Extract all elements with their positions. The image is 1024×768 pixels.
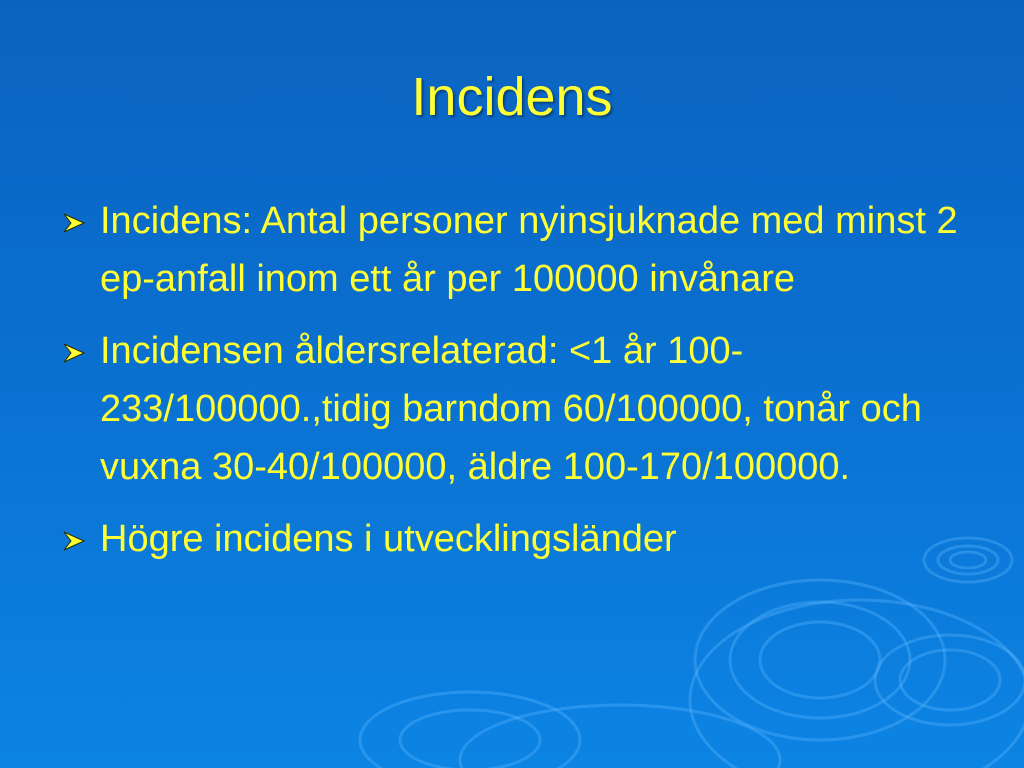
- bullet-text: Incidensen åldersrelaterad: <1 år 100-233/100000.,tidig barndom 60/100000, tonår och vuxna 30-40/100000, äldre 100-170/100000.: [100, 330, 922, 488]
- slide-title: Incidens: [411, 67, 613, 127]
- bullet-list: [62, 192, 962, 582]
- chevron-arrow-icon: [62, 530, 86, 552]
- bullet-item: [62, 510, 962, 568]
- bullet-item: [62, 192, 962, 308]
- chevron-arrow-icon: [62, 342, 86, 364]
- bullet-item: [62, 322, 962, 496]
- bullet-text: Incidens: Antal personer nyinsjuknade med minst 2 ep-anfall inom ett år per 100000 invånare: [100, 200, 958, 300]
- bullet-text: Högre incidens i utvecklingsländer: [100, 518, 677, 560]
- chevron-arrow-icon: [62, 212, 86, 234]
